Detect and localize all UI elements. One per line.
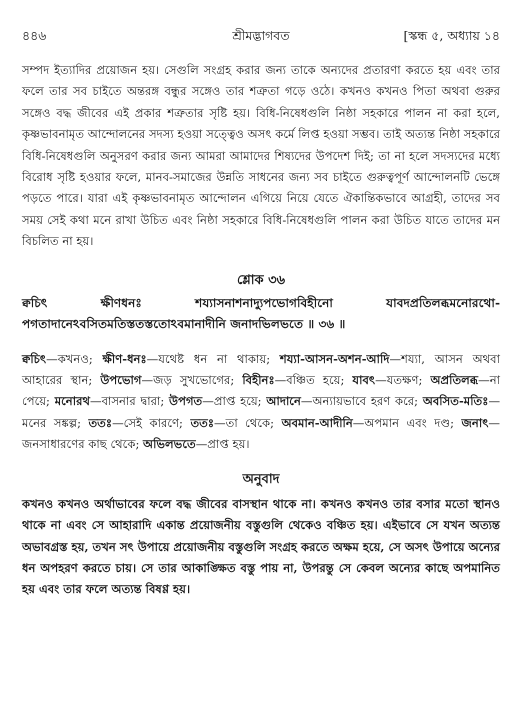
synonym-meaning: মনের সঙ্কল্প; [22,415,89,430]
synonym-term: উপভোগ [100,373,142,388]
synonym-term: অভিলভতে [143,437,196,452]
synonym-meaning: প্রাপ্ত হয়ে; [213,394,267,409]
synonym-meaning: জড় সুখভোগের; [153,373,243,388]
synonym-meaning: শয্যা, আসন অথবা আহারের স্থান; [22,351,500,388]
synonym-meaning: কখনও; [57,351,103,366]
synonym-term: অবসিত-মতিঃ [422,394,489,409]
synonym-meaning: যথেষ্ট ধন না থাকায়; [158,351,280,366]
synonym-meaning: তা থেকে; [225,415,282,430]
synonym-meaning: বাসনার দ্বারা; [101,394,170,409]
synonym-term: জনাৎ [461,415,489,430]
synonym-term: আদানে [266,394,301,409]
book-page [22,28,500,601]
purport-paragraph: সম্পদ ইত্যাদির প্রয়োজন হয়। সেগুলি সংগ্রহ করার জন্য তাকে অন্যদের প্রতারণা করতে হয় এবং তার ফলে তার সব চাইতে অন্তরঙ্গ বন্ধুর সঙ্গেও তার শত্রুতা গড়ে ওঠে। কখনও কখনও পিতা অথবা গুরুর সঙ্গেও বদ্ধ জীবের এই প্রকার শত্রুতার সৃষ্টি হয়। বিধি-নিষেধগুলি নিষ্ঠা সহকারে পালন না করা হলে, কৃষ্ণভাবনামৃত আন্দোলনের সদস্য হওয়া সত্ত্বেও অসৎ কর্মে লিপ্ত হওয়া সম্ভব। তাই অত্যন্ত নিষ্ঠা সহকারে বিধি-নিষেধগুলি অনুসরণ করার জন্য আমরা আমাদের শিষ্যদের উপদেশ দিই; তা না হলে সদস্যদের মধ্যে বিরোধ সৃষ্টি হওয়ার ফলে, মানব-সমাজের উন্নতি সাধনের জন্য সব চাইতে গুরুত্বপূর্ণ আন্দোলনটি ভেঙ্গে পড়তে পারে। যারা এই কৃষ্ণভাবনামৃত আন্দোলন এগিয়ে নিয়ে যেতে ঐকান্তিকভাবে আগ্রহী, তাদের সব সময় সেই কথা মনে রাখা উচিত এবং নিষ্ঠা সহকারে বিধি-নিষেধগুলি পালন করা উচিত যাতে তাদের মন বিচলিত না হয়। [22,63,500,249]
page-number: ৪৪৬ [22,28,47,43]
synonym-meaning: বঞ্চিত হয়ে; [286,373,353,388]
synonym-meaning: প্রাপ্ত হয়। [207,437,250,452]
book-title: শ্রীমদ্ভাগবত [232,28,290,43]
shloka-text: ক্বচিৎ ক্ষীণধনঃ শয্যাসনাশনাদ্যুপভোগবিহীনো যাবদপ্রতিলব্ধমনোরথো-পগতাদানেঽবসিতমতিস্ততস্ততোঽবমানাদীনি জনাদভিলভতে ॥ ৩৬ ॥ [22,295,500,331]
shloka-title: শ্লোক ৩৬ [236,272,286,288]
synonym-term: মনোরথ [54,394,90,409]
synonym-term: ততঃ [88,415,113,430]
synonym-term: অবমান-আদীনি [281,415,353,430]
synonym-meaning: অন্যায়ভাবে হরণ করে; [312,394,423,409]
synonym-term: শয্যা-আসন-অশন-আদি [279,351,390,366]
synonym-meaning: যতক্ষণ; [386,373,431,388]
synonym-meaning: অপমান এবং দণ্ড; [364,415,462,430]
synonyms-paragraph: ক্বচিৎ—কখনও; ক্ষীণ-ধনঃ—যথেষ্ট ধন না থাকায়; শয্যা-আসন-অশন-আদি—শয্যা, আসন অথবা আহারের স্থান; উপভোগ—জড় সুখভোগের; বিহীনঃ—বঞ্চিত হয়ে; যাবৎ—যতক্ষণ; অপ্রতিলব্ধ—না পেয়ে; মনোরথ—বাসনার দ্বারা; উপগত—প্রাপ্ত হয়ে; আদানে—অন্যায়ভাবে হরণ করে; অবসিত-মতিঃ—মনের সঙ্কল্প; ততঃ—সেই কারণে; ততঃ—তা থেকে; অবমান-আদীনি—অপমান এবং দণ্ড; জনাৎ—জনসাধারণের কাছ থেকে; অভিলভতে—প্রাপ্ত হয়। [22,351,501,452]
synonym-term: ক্বচিৎ [22,351,47,366]
synonym-meaning: জনসাধারণের কাছ থেকে; [22,437,144,452]
synonym-term: ক্ষীণ-ধনঃ [102,351,147,366]
synonym-term: অপ্রতিলব্ধ [430,373,479,388]
synonym-term: উপগত [169,394,203,409]
synonym-meaning: না পেয়ে; [22,373,500,409]
synonym-term: বিহীনঃ [242,373,275,388]
synonym-meaning: সেই কারণে; [123,415,191,430]
translation-text: কখনও কখনও অর্থাভাবের ফলে বদ্ধ জীবের বাসস্থান থাকে না। কখনও কখনও তার বসার মতো স্থানও থাকে না এবং সে আহারাদি একান্ত প্রয়োজনীয় বস্তুগুলি থেকেও বঞ্চিত হয়। এইভাবে সে যখন অত্যন্ত অভাবগ্রস্ত হয়, তখন সৎ উপায়ে প্রয়োজনীয় বস্তুগুলি সংগ্রহ করতে অক্ষম হয়ে, সে অসৎ উপায়ে অন্যের ধন অপহরণ করতে চায়। সে তার আকাঙ্ক্ষিত বস্তু পায় না, উপরন্তু সে কেবল অন্যের কাছে অপমানিত হয় এবং তার ফলে অত্যন্ত বিষণ্ণ হয়। [22,496,500,597]
synonym-term: ততঃ [190,415,215,430]
translation-title: অনুবাদ [242,471,280,487]
chapter-reference: [স্কন্ধ ৫, অধ্যায় ১৪ [403,28,500,43]
synonym-term: যাবৎ [352,373,376,388]
